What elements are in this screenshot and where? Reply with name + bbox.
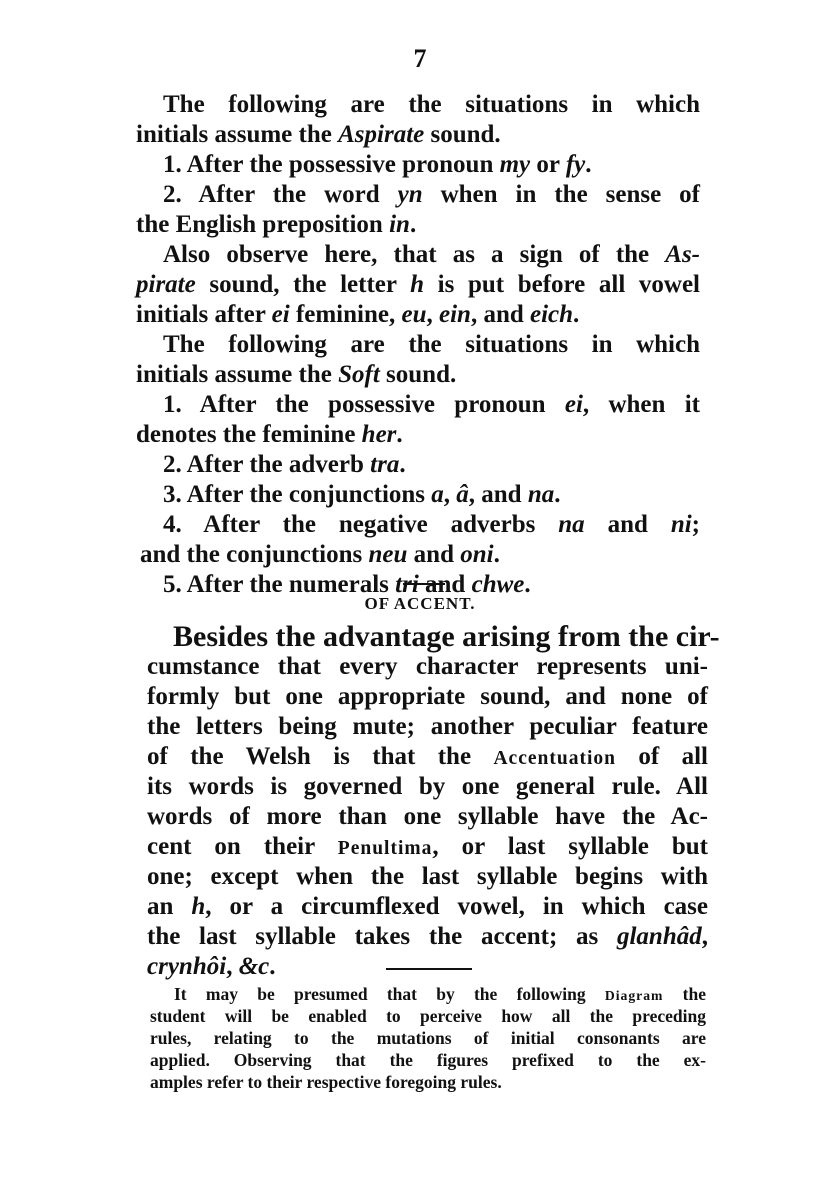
soft-rule-1-line-1: 1. After the possessive pronoun ei, when it <box>163 391 701 418</box>
accent-line-4: the letters being mute; another peculiar feature <box>147 713 708 740</box>
aspirate-intro-line-2: initials assume the Aspirate sound. <box>136 121 501 148</box>
aspirate-rule-1: 1. After the possessive pronoun my or fy. <box>163 151 592 178</box>
soft-rule-1-line-2: denotes the feminine her. <box>136 421 403 448</box>
soft-rule-5: 5. After the numerals tri and chwe. <box>163 571 531 598</box>
accent-line-10: an h, or a circumflexed vowel, in which case <box>147 893 708 920</box>
aspirate-note-line-2: pirate sound, the letter h is put before all vowel <box>136 271 700 298</box>
accent-line-12: crynhôi, &c. <box>147 953 276 980</box>
accent-line-5: of the Welsh is that the Accentuation of all <box>147 743 708 770</box>
aspirate-rule-2-line-2: the English preposition in. <box>136 211 417 238</box>
footnote-line-5: amples refer to their respective foregoing rules. <box>150 1072 502 1092</box>
aspirate-note-line-1: Also observe here, that as a sign of the As- <box>163 241 700 268</box>
footnote-line-2: student will be enabled to perceive how all the preceding <box>150 1006 706 1026</box>
section-divider-short <box>403 583 445 585</box>
soft-rule-2: 2. After the adverb tra. <box>163 451 406 478</box>
accent-line-6: its words is governed by one general rule. All <box>147 773 708 800</box>
page-number: 7 <box>413 44 427 73</box>
accent-line-7: words of more than one syllable have the Ac- <box>147 803 708 830</box>
soft-rule-4-line-1: 4. After the negative adverbs na and ni; <box>163 511 700 538</box>
accent-line-11: the last syllable takes the accent; as glanhâd, <box>147 923 708 950</box>
accent-heading: OF ACCENT. <box>364 594 476 613</box>
soft-rule-3: 3. After the conjunctions a, â, and na. <box>163 481 561 508</box>
accent-line-2: cumstance that every character represents uni- <box>147 653 708 680</box>
soft-intro-line-1: The following are the situations in which <box>163 331 700 358</box>
aspirate-intro-line-1: The following are the situations in which <box>163 91 700 118</box>
footnote-line-4: applied. Observing that the figures prefixed to the ex- <box>150 1050 706 1070</box>
aspirate-note-line-3: initials after ei feminine, eu, ein, and eich. <box>136 301 580 328</box>
soft-rule-4-line-2: and the conjunctions neu and oni. <box>140 541 500 568</box>
soft-intro-line-2: initials assume the Soft sound. <box>136 361 457 388</box>
accent-line-3: formly but one appropriate sound, and none of <box>147 683 708 710</box>
footnote-divider <box>386 968 472 970</box>
accent-line-9: one; except when the last syllable begins with <box>147 863 708 890</box>
accent-line-8: cent on their Penultima, or last syllable but <box>147 833 709 860</box>
aspirate-rule-2-line-1: 2. After the word yn when in the sense of <box>163 181 701 208</box>
accent-line-1: Besides the advantage arising from the cir- <box>173 620 720 653</box>
footnote-line-3: rules, relating to the mutations of initial consonants are <box>150 1028 706 1048</box>
footnote-line-1: It may be presumed that by the following Diagram the <box>174 984 706 1004</box>
